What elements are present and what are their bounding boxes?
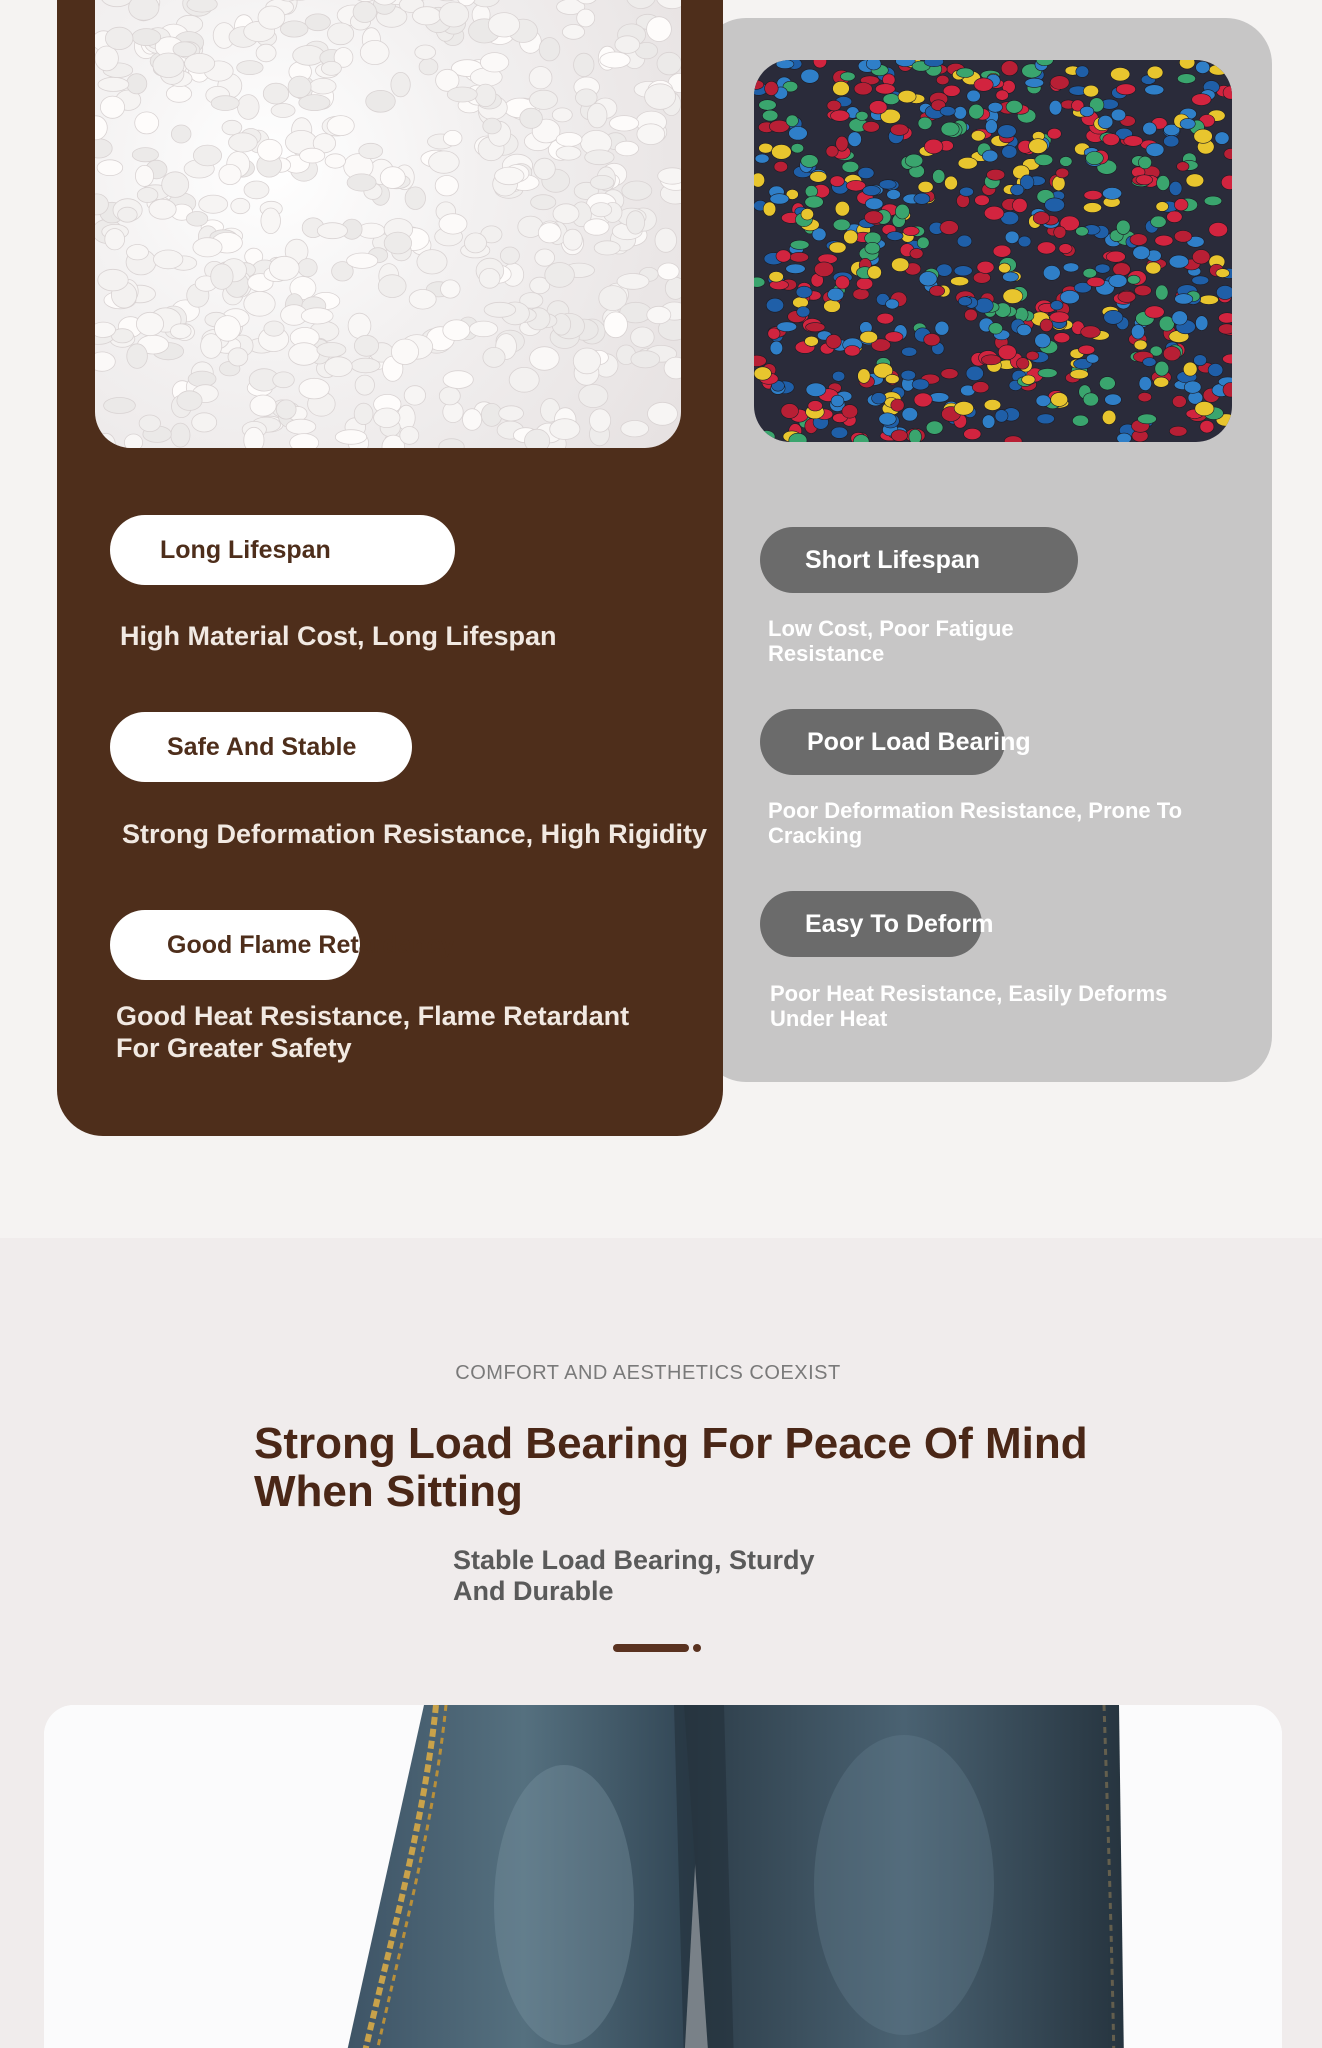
jeans-image bbox=[44, 1705, 1282, 2048]
feature-pill-safe-and-stable bbox=[110, 712, 412, 782]
feature-description-easy-to-deform: Poor Heat Resistance, Easily Deforms Under Heat bbox=[770, 981, 1168, 1032]
feature-label: Safe And Stable bbox=[167, 732, 357, 761]
feature-pill-flame-retardancy bbox=[110, 910, 455, 980]
feature-label: Good Flame Retardancy bbox=[167, 930, 455, 959]
section-eyebrow: COMFORT AND AESTHETICS COEXIST bbox=[455, 1362, 841, 1384]
feature-description-long-lifespan: High Material Cost, Long Lifespan bbox=[120, 621, 557, 651]
color-pellets-image bbox=[754, 60, 1232, 442]
section-headline: Strong Load Bearing For Peace Of Mind When Sitting bbox=[254, 1419, 1088, 1516]
feature-pill-easy-to-deform bbox=[760, 891, 994, 957]
feature-description-short-lifespan: Low Cost, Poor Fatigue Resistance bbox=[768, 616, 1014, 667]
feature-description-safe-and-stable: Strong Deformation Resistance, High Rigidity bbox=[122, 819, 708, 849]
feature-pill-long-lifespan bbox=[110, 515, 455, 585]
feature-pill-short-lifespan bbox=[760, 527, 1078, 593]
feature-label: Poor Load Bearing bbox=[807, 727, 1031, 756]
feature-label: Long Lifespan bbox=[160, 535, 331, 564]
feature-description-flame-retardancy: Good Heat Resistance, Flame Retardant For Greater Safety bbox=[116, 1001, 630, 1064]
feature-pill-poor-load-bearing bbox=[760, 709, 1031, 775]
feature-label: Short Lifespan bbox=[805, 545, 981, 574]
feature-label: Easy To Deform bbox=[805, 909, 994, 938]
divider-bar bbox=[613, 1644, 689, 1652]
section-subheadline: Stable Load Bearing, Sturdy And Durable bbox=[453, 1545, 815, 1607]
divider-dot bbox=[693, 1644, 701, 1652]
white-pellets-image bbox=[95, 0, 681, 448]
feature-description-poor-load-bearing: Poor Deformation Resistance, Prone To Cracking bbox=[768, 798, 1183, 849]
